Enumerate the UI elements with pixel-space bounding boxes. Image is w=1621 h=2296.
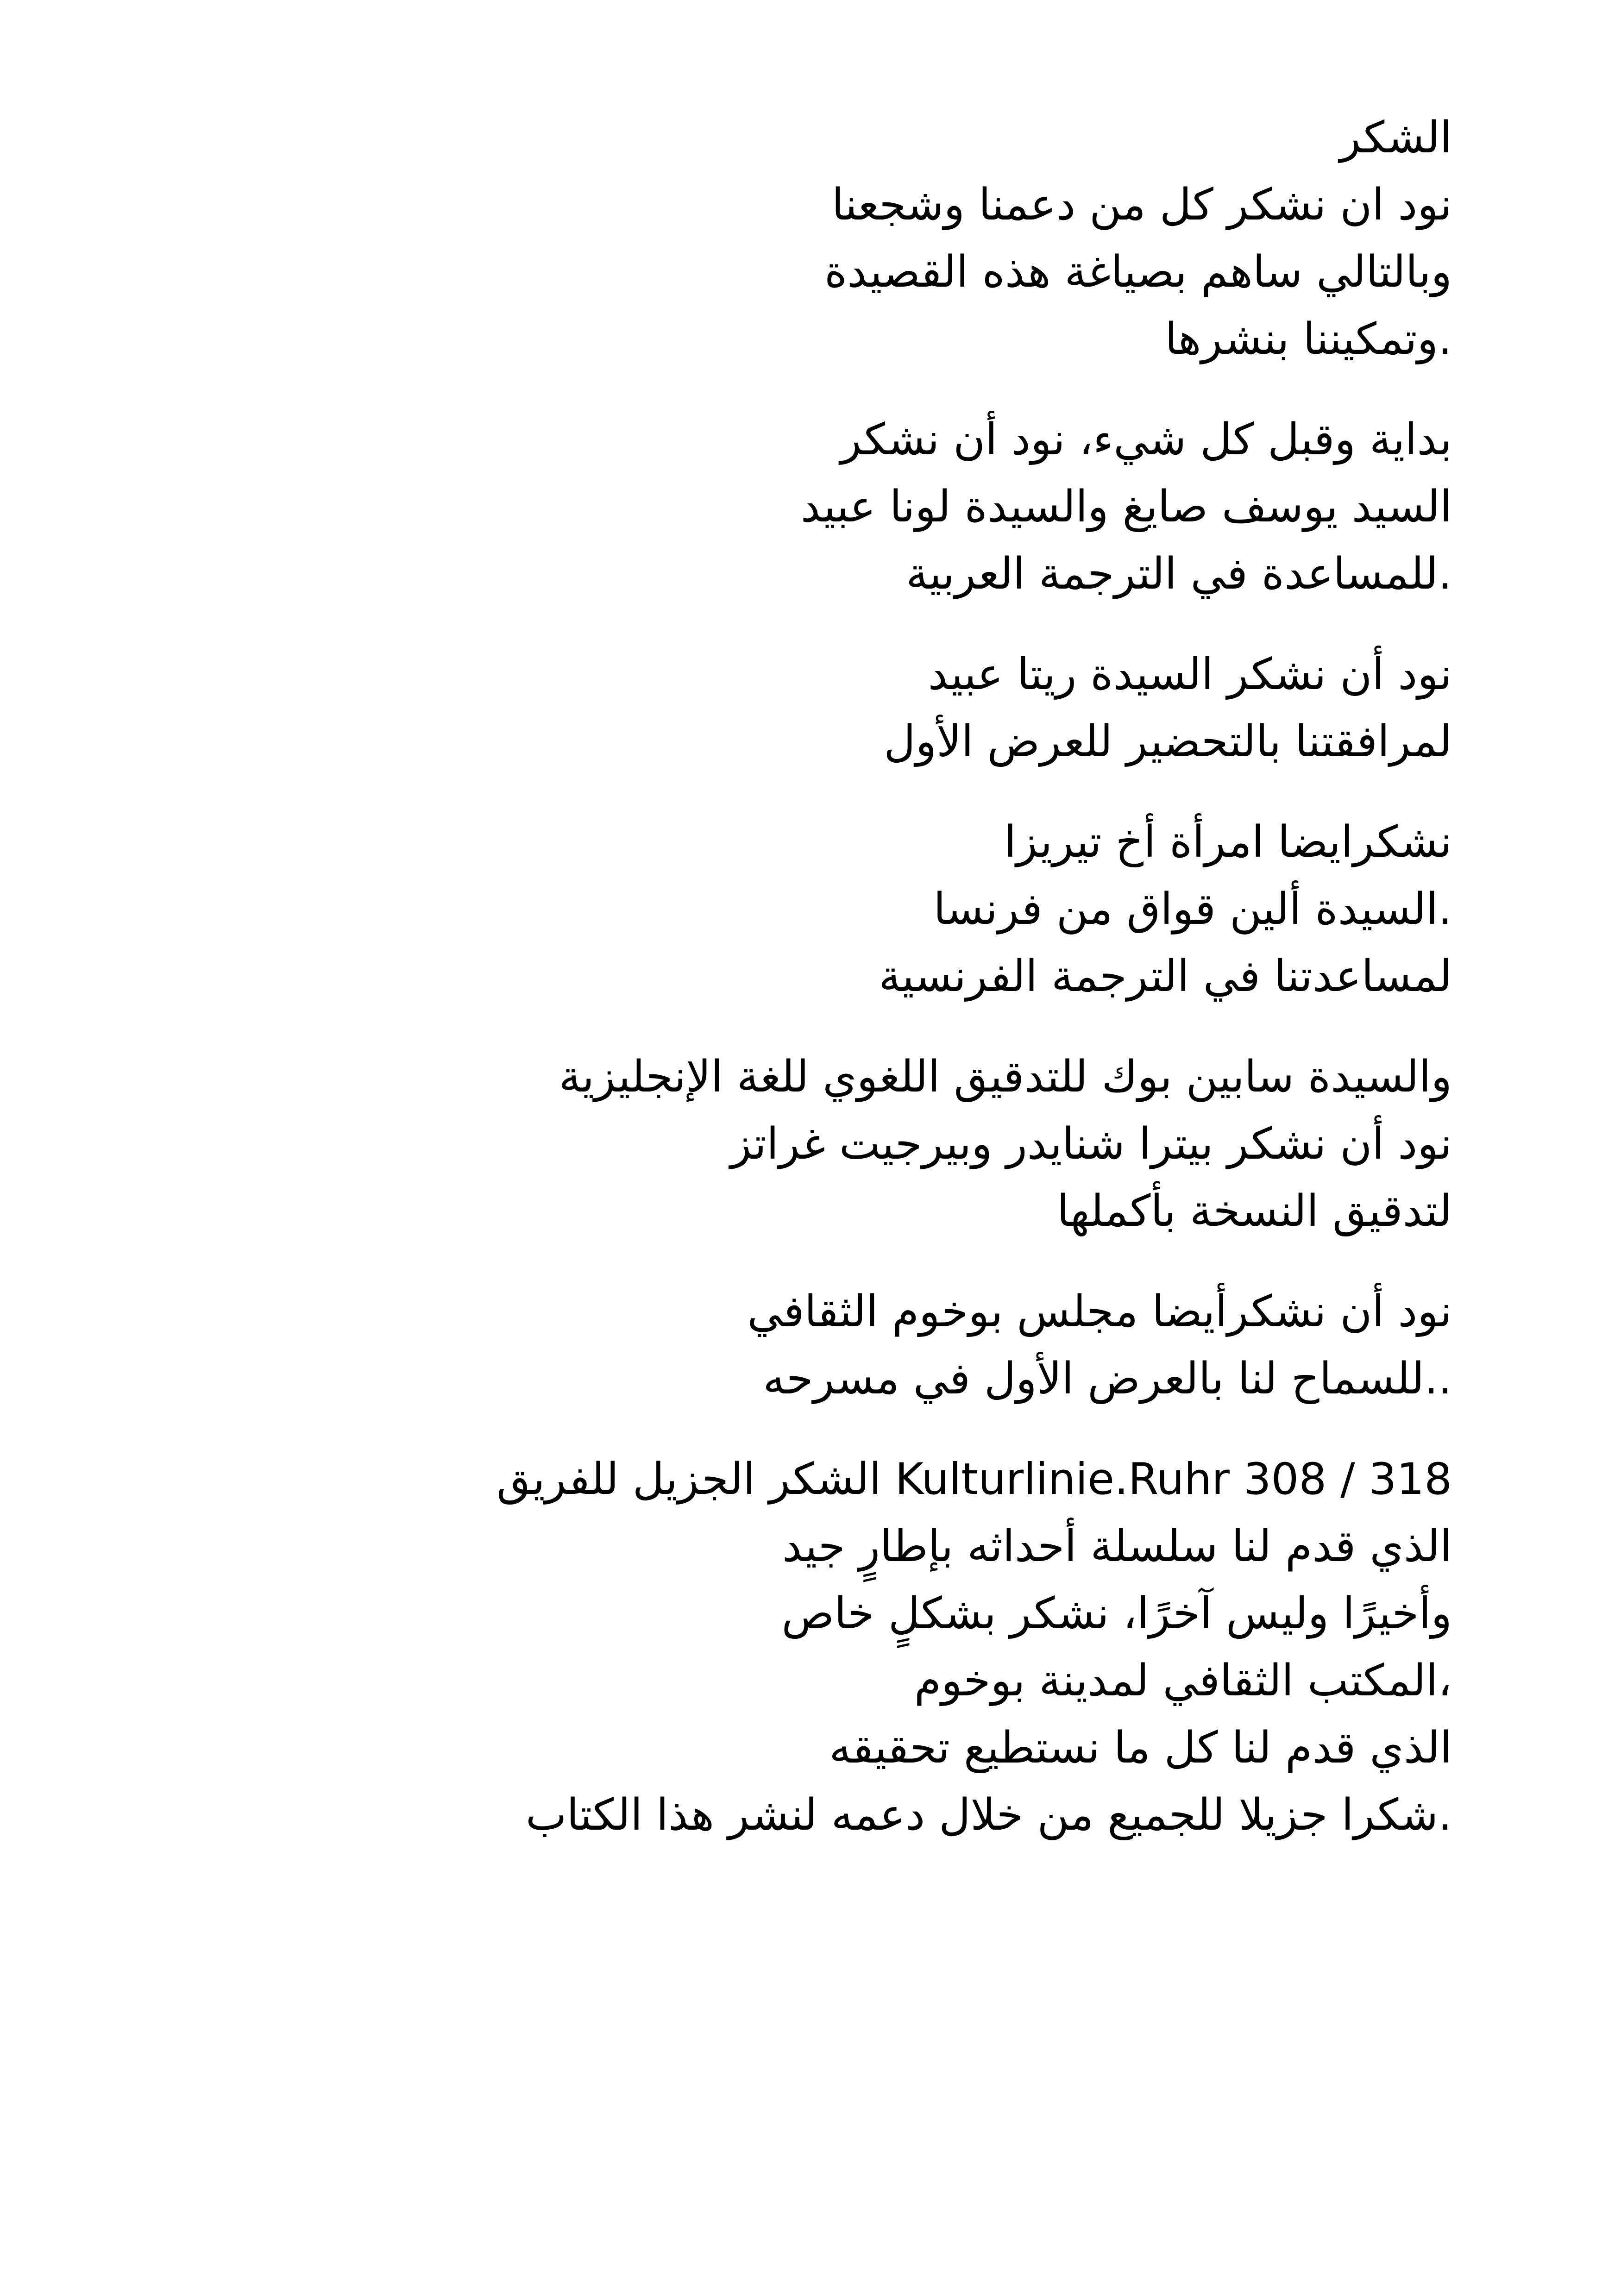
paragraph-1 <box>225 171 1452 373</box>
text-line: والسيدة سابين بوك للتدقيق اللغوي للغة الإنجليزية <box>559 1052 1452 1102</box>
text-line: .شكرا جزيلا للجميع من خلال دعمه لنشر هذا الكتاب <box>526 1790 1452 1840</box>
paragraph-3 <box>225 641 1452 775</box>
text-line: الذي قدم لنا كل ما نستطيع تحقيقه <box>829 1723 1452 1773</box>
text-line: نود أن نشكرأيضا مجلس بوخوم الثقافي <box>747 1286 1452 1337</box>
paragraph-5 <box>225 1043 1452 1245</box>
text-line: السيد يوسف صايغ والسيدة لونا عبيد <box>800 482 1452 532</box>
text-line: لمرافقتنا بالتحضير للعرض الأول <box>884 716 1452 767</box>
text-line: .وتمكيننا بنشرها <box>1165 314 1452 364</box>
text-line: نود أن نشكر السيدة ريتا عبيد <box>928 649 1452 700</box>
page-title: الشكر <box>1339 113 1452 163</box>
paragraph-2 <box>225 406 1452 608</box>
text-line: لتدقيق النسخة بأكملها <box>1057 1186 1452 1236</box>
text-line: نود ان نشكر كل من دعمنا وشجعنا <box>831 180 1452 230</box>
text-line: الذي قدم لنا سلسلة أحداثه بإطارٍ جيد <box>782 1521 1452 1572</box>
paragraph-4 <box>225 809 1452 1010</box>
text-line: وبالتالي ساهم بصياغة هذه القصيدة <box>824 247 1452 297</box>
text-line: ،المكتب الثقافي لمدينة بوخوم <box>914 1656 1452 1706</box>
acknowledgements-text <box>225 104 1452 1882</box>
text-line: بداية وقبل كل شيء، نود أن نشكر <box>840 414 1452 465</box>
text-line: Kulturlinie.Ruhr 308 / 318 الشكر الجزيل للفريق <box>496 1454 1452 1505</box>
text-line: ..للسماح لنا بالعرض الأول في مسرحه <box>763 1354 1452 1404</box>
paragraph-7 <box>225 1446 1452 1849</box>
text-line: .للمساعدة في الترجمة العربية <box>906 549 1452 599</box>
text-line: نشكرايضا امرأة أخ تيريزا <box>1004 817 1452 867</box>
text-line: .السيدة ألين قواق من فرنسا <box>933 884 1452 935</box>
text-line: لمساعدتنا في الترجمة الفرنسية <box>879 951 1452 1002</box>
text-line: وأخيرًا وليس آخرًا، نشكر بشكلٍ خاص <box>781 1588 1452 1639</box>
paragraph-6 <box>225 1278 1452 1412</box>
text-line: نود أن نشكر بيترا شنايدر وبيرجيت غراتز <box>730 1119 1452 1169</box>
